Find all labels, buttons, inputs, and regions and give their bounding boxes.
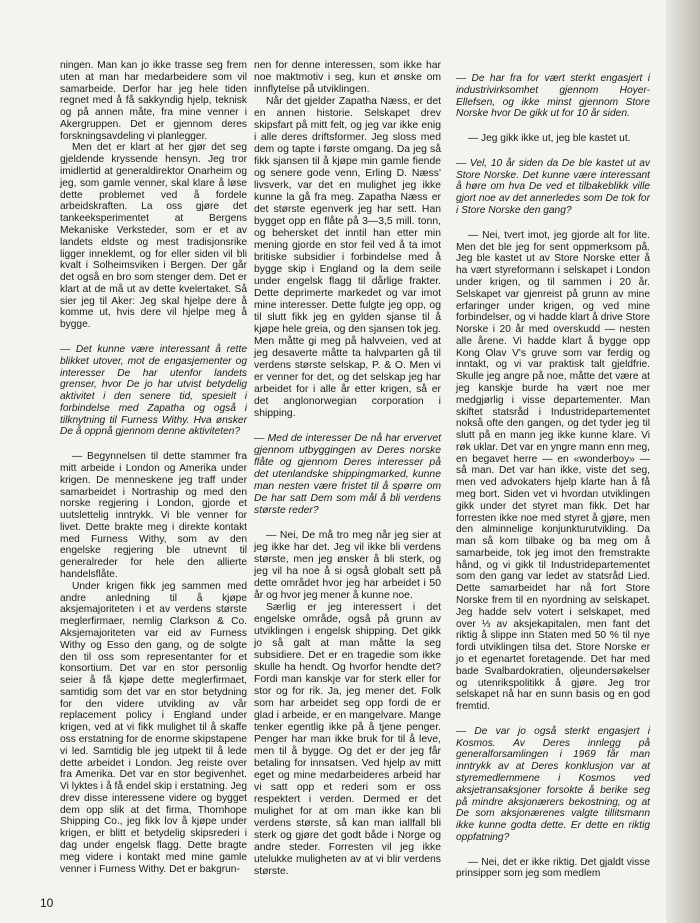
text-column-1 (60, 60, 247, 875)
paragraph: — Begynnelsen til dette stammer fra mitt arbeide i London og Amerika under krigen. De menneskene jeg traff under samarbeidet i Nortraship og med den norske regjering i London, gjorde et uutslettelig inntrykk. Vi ble venner for livet. Dette brakte meg i direkte kontakt med Furness Withy, som av den engelske regjering ble utnevnt til generalreder for hele den allierte handelsflåte. (60, 451, 247, 581)
paragraph: — Nei, tvert imot, jeg gjorde alt for lite. Men det ble jeg for sent oppmerksom på. Jeg ble kastet ut av Store Norske etter å ha vært styreformann i selskapet i London under krigen, og til sammen i 20 år. Selskapet var gjenreist på grunn av mine erfaringer under krigen, og ved mine forbindelser, og vi hadde klart å drive Store Norske i 20 år med overskudd — nesten alle årene. Vi hadde klart å bygge opp Kong Olav V's gruve som var ferdig og inntakt, og vi var praktisk talt gjeldfrie. Skulle jeg angre på noe, måtte det være at jeg kanskje burde ha vært noe mer medgjørlig i visse departementer. Man skiftet statsråd i Industridepartementet nokså ofte den gangen, og det tyder jeg til slutt på en mann jeg ikke kunne klare. Vi røk uklar. Det var en yngre mann enn meg, en begavet herre — en «wonderboy» — så man. Det var han ikke, viste det seg, men ved advokaters hjelp klarte han å få meg bort. Siden vet vi hvordan utviklingen gikk under det styret man fikk. Det har forresten ikke noe med styret å gjøre, men den alminnelige konjunkturutvikling. Da man så kom tilbake og ba meg om å samarbeide, tok jeg imot den fremstrakte hånd, og vi gikk til Industridepartementet som den gang var ledet av statsråd Lied. Dette samarbeidet har nå fort Store Norske frem til en nyordning av selskapet. Jeg hadde selv votert i selskapet, med over ⅓ av aksjekapitalen, men fant det riktig å slippe inn Staten med 50 % til nye fordi utviklingen tilsa det. Store Norske er jo et egenartet foretagende. Det har med bade Svalbardokratien, oljeundersøkelser og utenrikspolitikk å gjøre. Jeg tror selskapet nå har en sunn basis og en god fremtid. (456, 229, 650, 713)
paragraph: — Nei, De må tro meg når jeg sier at jeg ikke har det. Jeg vil ikke bli verdens største, men jeg ønsker å bli sterk, og jeg vil ha noe å si også globalt sett på dette området hvor jeg har arbeidet i 50 år og hvor jeg mener å kunne noe. (254, 530, 441, 601)
paragraph: Når det gjelder Zapatha Næss, er det en annen historie. Selskapet drev skipsfart på mitt felt, og jeg var ikke enig i alle deres driftsformer. Jeg sloss med dem og tapte i første omgang. Da jeg så fikk sjansen til å kjøpe min gamle fiende og senere gode venn, Erling D. Næss' livsverk, var det en mulighet jeg ikke kunne la gå fra meg. Zapatha Næss er det største egenverk jeg har sett. Han bygget opp en flåte på 3—3,5 mill. tonn, og behersket det inntil han etter min mening gjorde en stor feil ved å ta imot britiske subsidier i forbindelse med å bygge skip i England og la dem seile under engelsk flagg til dårlige frakter. Dette deprimerte markedet og var imot mine interesser. Dette fulgte jeg opp, og til slutt fikk jeg en gylden sjanse til å kjøpe hele greia, og den sjansen tok jeg. Men måtte gi meg på halvveien, ved at jeg desaverte måtte ta halvparten gå til verdens største selskap, P. & O. Men vi er venner for det, og det selskap jeg har arbeidet for i alle år etter krigen, så er det anglonorwegian corporation i shipping. (254, 96, 441, 419)
paragraph: ningen. Man kan jo ikke trasse seg frem uten at man har medarbeidere som vil samarbeide. Derfor har jeg hele tiden regnet med å få sakkyndig hjelp, teknisk og på annen måte, fra mine venner i Akergruppen. Det er gjennom deres forskningsavdeling vi planlegger. (60, 60, 247, 142)
paragraph: Men det er klart at her gjør det seg gjeldende kryssende hensyn. Jeg tror imidlertid at generaldirektor Onarheim og jeg, som gamle venner, skal klare å løse dette problemet ved å fordele arbeidskraften. La oss gjøre det tankeeksperimentet at Bergens Mekaniske Verksteder, som er et av landets eldste og mest tradisjonsrike ligger inneklemt, og for eller siden vil bli kvalt i Solheimsviken i Bergen. Der går det også en bro som stenger dem. Det er klart at de må ut av dette kvelertaket. Så sier jeg til Aker: Jeg skal hjelpe dere å komme ut, hvis dere vil hjelpe meg å bygge. (60, 142, 247, 331)
interview-question: — Vel, 10 år siden da De ble kastet ut av Store Norske. Det kunne være interessant å høre om hva De ved et tilbakeblikk ville gjort noe av det annerledes som De tok for i Store Norske den gang? (456, 157, 650, 217)
text-column-2 (254, 60, 441, 878)
paragraph: Særlig er jeg interessert i det engelske område, også på grunn av utviklingen i engelsk shipping. Det gikk jo så galt at man måtte la seg subsidiere. Det er en tragedie som ikke skulle ha hendt. Og hvorfor hendte det? Fordi man kanskje var for sterk eller for stor og for rik. Ja, jeg mener det. Folk som har arbeidet seg opp fordi de er glad i arbeide, er en mangelvare. Mange tenker egentlig ikke på å tjene penger. Penger har man ikke bruk for til å leve, men til å bygge. Og det er der jeg får betaling for innsatsen. Ved hjelp av mitt eget og mine medarbeideres arbeid har vi satt opp et rederi som er oss respektert i verden. Dermed er det mulighet for at om man ikke kan bli verdens største, så kan man iallfall bli sterk og gjøre det godt både i Norge og andre steder. Forresten vil jeg ikke utelukke muligheten av at vi blir verdens største. (254, 602, 441, 877)
interview-question: — Med de interesser De nå har ervervet gjennom utbyggingen av Deres norske flåte og gjennom Deres interesser på det utenlandske shippingmarked, kunne man nesten være fristet til å spørre om De har satt Dem som mål å bli verdens største reder? (254, 433, 441, 516)
paragraph: Under krigen fikk jeg sammen med andre anledning til å kjøpe aksjemajoriteten i et av verdens største meglerfirmaer, nemlig Clarkson & Co. Aksjemajoriteten var eid av Furness Withy og Esso den gang, og de solgte den til oss som representanter for et konsortium. Det var en stor personlig seier å få kjøpe dette meglerfirmaet, samtidig som det var en stor betydning for den videre utvikling av vår replacement policy i England under krigen, ved at vi fikk mulighet til å skaffe oss erstatning for de enorme skipstapene vi led. Samtidig ble jeg utpekt til å lede dette arbeidet i London. Jeg reiste over fra Amerika. Det var en stor begivenhet. Vi lyktes i å få endel skip i erstatning. Jeg drev disse interessene videre og bygget dem opp slik at det firma, Thornhope Shipping Co., jeg fikk lov å kjøpe under krigen, er blitt et betydelig skipsrederi i dag under engelsk flagg. Dette bragte meg videre i kontakt med mine gamle venner i Furness Withy. Det er bakgrun- (60, 580, 247, 875)
interview-question: — De var jo også sterkt engasjert i Kosmos. Av Deres innlegg på generalforsamlingen i 1969 får man inntrykk av at Deres konklusjon var at styremedlemmene i Kosmos ved aksjetransaksjoner forsokte å berike seg på mindre aksjonærers bekostning, og at De som aksjonærenes valgte tillitsmann ikke kunne godta dette. Er dette en riktig oppfatning? (456, 725, 650, 843)
page-number: 10 (40, 896, 54, 910)
text-column-3 (456, 60, 650, 880)
paragraph: nen for denne interessen, som ikke har noe maktmotiv i seg, kun et ønske om innflytelse på utviklingen. (254, 60, 441, 95)
page-binding-shadow (666, 0, 700, 923)
paragraph: — Jeg gikk ikke ut, jeg ble kastet ut. (468, 133, 631, 145)
interview-question: — De har fra for vært sterkt engasjert i industrivirksomhet gjennom Hoyer-Ellefsen, og ikke minst gjennom Store Norske hvor De gikk ut for 10 år siden. (456, 73, 650, 120)
interview-question: — Det kunne være interessant å rette blikket utover, mot de engasjementer og interesser De har utenfor landets grenser, hvor De jo har utvist betydelig aktivitet i den senere tid, spesielt i forbindelse med Zapatha og også i tilknytning til Furness Withy. Hva ønsker De å oppnå gjennom denne aktiviteten? (60, 343, 247, 438)
paragraph: — Nei, det er ikke riktig. Det gjaldt visse prinsipper som jeg som medlem (456, 856, 650, 880)
